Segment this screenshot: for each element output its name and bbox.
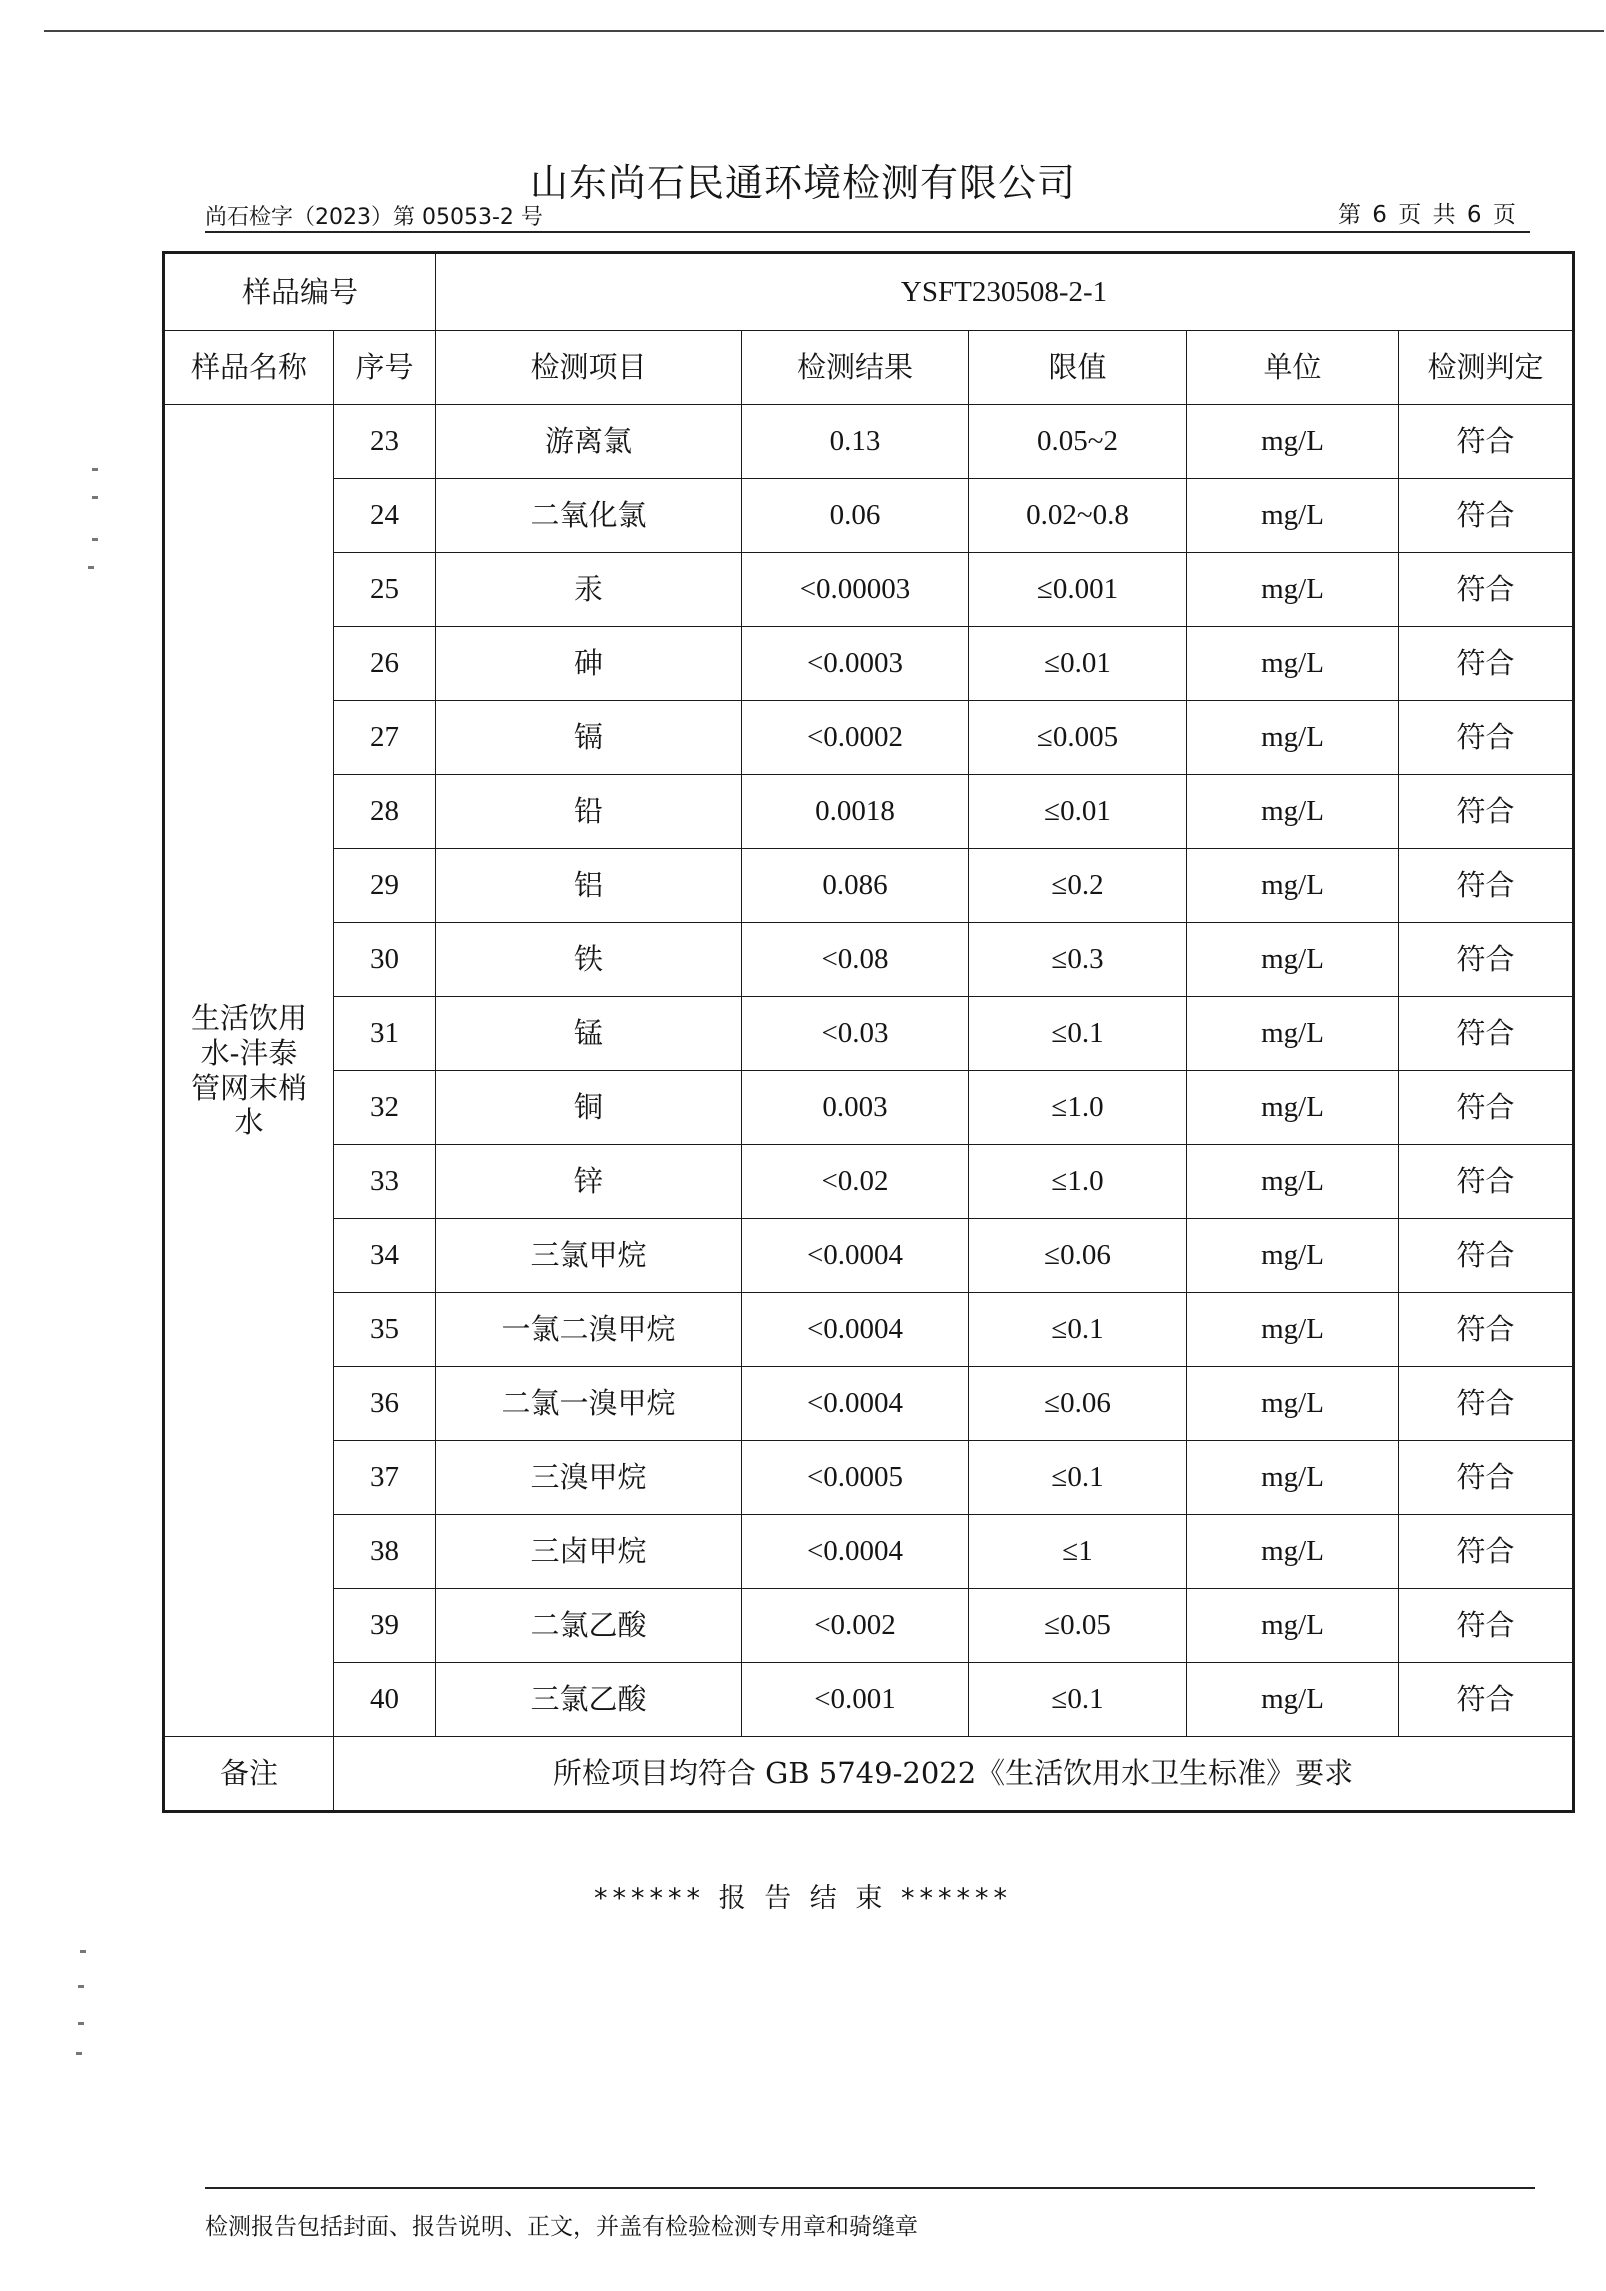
test-item: 锌 (436, 1145, 742, 1219)
results-table (162, 251, 1575, 1813)
verdict-cell: 符合 (1399, 1145, 1574, 1219)
unit-cell: mg/L (1187, 1663, 1399, 1737)
test-result: <0.03 (742, 997, 969, 1071)
row-number: 34 (334, 1219, 436, 1293)
remark-row (164, 1737, 1574, 1812)
footer-rule (205, 2187, 1535, 2189)
limit-value: ≤1.0 (969, 1071, 1187, 1145)
scan-speck (78, 2022, 84, 2025)
table-row (164, 997, 1574, 1071)
test-result: <0.002 (742, 1589, 969, 1663)
unit-cell: mg/L (1187, 1589, 1399, 1663)
test-item: 游离氯 (436, 405, 742, 479)
verdict-cell: 符合 (1399, 1589, 1574, 1663)
limit-value: ≤0.01 (969, 775, 1187, 849)
test-result: 0.13 (742, 405, 969, 479)
unit-cell: mg/L (1187, 775, 1399, 849)
limit-value: ≤0.1 (969, 1663, 1187, 1737)
sample-name-line: 水 (234, 1105, 264, 1140)
table-row (164, 1293, 1574, 1367)
table-row (164, 553, 1574, 627)
limit-value: 0.02~0.8 (969, 479, 1187, 553)
test-result: 0.06 (742, 479, 969, 553)
verdict-cell: 符合 (1399, 479, 1574, 553)
limit-value: ≤0.05 (969, 1589, 1187, 1663)
test-item: 锰 (436, 997, 742, 1071)
column-header: 序号 (334, 331, 436, 405)
test-item: 三溴甲烷 (436, 1441, 742, 1515)
table-row (164, 1145, 1574, 1219)
column-header-row (164, 331, 1574, 405)
verdict-cell: 符合 (1399, 1293, 1574, 1367)
remark-text: 所检项目均符合 GB 5749-2022《生活饮用水卫生标准》要求 (334, 1737, 1574, 1812)
verdict-cell: 符合 (1399, 997, 1574, 1071)
unit-cell: mg/L (1187, 923, 1399, 997)
test-item: 二氯一溴甲烷 (436, 1367, 742, 1441)
test-result: <0.00003 (742, 553, 969, 627)
test-result: 0.003 (742, 1071, 969, 1145)
column-header: 单位 (1187, 331, 1399, 405)
scan-speck (88, 566, 94, 569)
sample-id-row (164, 253, 1574, 331)
unit-cell: mg/L (1187, 1071, 1399, 1145)
test-item: 镉 (436, 701, 742, 775)
test-result: <0.0002 (742, 701, 969, 775)
test-result: <0.0004 (742, 1367, 969, 1441)
row-number: 27 (334, 701, 436, 775)
test-result: <0.0004 (742, 1219, 969, 1293)
table-row (164, 1663, 1574, 1737)
limit-value: ≤1.0 (969, 1145, 1187, 1219)
test-result: <0.08 (742, 923, 969, 997)
test-item: 三氯乙酸 (436, 1663, 742, 1737)
row-number: 36 (334, 1367, 436, 1441)
company-name: 山东尚石民通环境检测有限公司 (529, 161, 1076, 205)
table-row (164, 479, 1574, 553)
scan-speck (92, 496, 98, 499)
test-item: 砷 (436, 627, 742, 701)
verdict-cell: 符合 (1399, 1663, 1574, 1737)
unit-cell: mg/L (1187, 1293, 1399, 1367)
limit-value: ≤0.1 (969, 997, 1187, 1071)
row-number: 32 (334, 1071, 436, 1145)
test-item: 一氯二溴甲烷 (436, 1293, 742, 1367)
table-row (164, 775, 1574, 849)
unit-cell: mg/L (1187, 849, 1399, 923)
row-number: 35 (334, 1293, 436, 1367)
verdict-cell: 符合 (1399, 701, 1574, 775)
limit-value: ≤0.06 (969, 1219, 1187, 1293)
table-row (164, 627, 1574, 701)
row-number: 33 (334, 1145, 436, 1219)
test-result: <0.0004 (742, 1515, 969, 1589)
table-row (164, 849, 1574, 923)
test-item: 铝 (436, 849, 742, 923)
column-header: 限值 (969, 331, 1187, 405)
test-result: <0.001 (742, 1663, 969, 1737)
row-number: 23 (334, 405, 436, 479)
row-number: 30 (334, 923, 436, 997)
table-row (164, 1589, 1574, 1663)
limit-value: ≤0.3 (969, 923, 1187, 997)
table-row (164, 405, 1574, 479)
scan-speck (92, 538, 98, 541)
sample-name-line: 管网末梢 (190, 1070, 307, 1105)
column-header: 检测结果 (742, 331, 969, 405)
limit-value: ≤0.2 (969, 849, 1187, 923)
verdict-cell: 符合 (1399, 1219, 1574, 1293)
test-item: 三卤甲烷 (436, 1515, 742, 1589)
test-item: 二氯乙酸 (436, 1589, 742, 1663)
test-item: 三氯甲烷 (436, 1219, 742, 1293)
row-number: 38 (334, 1515, 436, 1589)
column-header: 检测判定 (1399, 331, 1574, 405)
header-rule (205, 231, 1530, 233)
row-number: 37 (334, 1441, 436, 1515)
sample-name-line: 水-沣泰 (200, 1035, 298, 1070)
row-number: 40 (334, 1663, 436, 1737)
limit-value: ≤0.001 (969, 553, 1187, 627)
table-row (164, 1515, 1574, 1589)
test-item: 汞 (436, 553, 742, 627)
test-item: 铅 (436, 775, 742, 849)
sample-name-line: 生活饮用 (190, 1000, 307, 1035)
test-item: 铁 (436, 923, 742, 997)
sample-name-cell (164, 405, 334, 1737)
limit-value: ≤0.005 (969, 701, 1187, 775)
row-number: 28 (334, 775, 436, 849)
unit-cell: mg/L (1187, 1219, 1399, 1293)
row-number: 29 (334, 849, 436, 923)
table-row (164, 1441, 1574, 1515)
verdict-cell: 符合 (1399, 775, 1574, 849)
limit-value: 0.05~2 (969, 405, 1187, 479)
table-row (164, 1367, 1574, 1441)
sample-id: YSFT230508-2-1 (436, 253, 1574, 331)
table-row (164, 923, 1574, 997)
column-header: 样品名称 (164, 331, 334, 405)
unit-cell: mg/L (1187, 997, 1399, 1071)
page-number: 第 6 页 共 6 页 (1338, 202, 1518, 228)
column-header: 检测项目 (436, 331, 742, 405)
table-row (164, 1219, 1574, 1293)
unit-cell: mg/L (1187, 479, 1399, 553)
test-item: 铜 (436, 1071, 742, 1145)
test-result: <0.0005 (742, 1441, 969, 1515)
verdict-cell: 符合 (1399, 627, 1574, 701)
unit-cell: mg/L (1187, 627, 1399, 701)
test-result: <0.02 (742, 1145, 969, 1219)
verdict-cell: 符合 (1399, 1367, 1574, 1441)
test-result: <0.0004 (742, 1293, 969, 1367)
test-result: <0.0003 (742, 627, 969, 701)
footer-note: 检测报告包括封面、报告说明、正文，并盖有检验检测专用章和骑缝章 (205, 2214, 918, 2240)
report-end-marker: ****** 报 告 结 束 ****** (594, 1883, 1012, 1914)
unit-cell: mg/L (1187, 1441, 1399, 1515)
test-result: 0.086 (742, 849, 969, 923)
verdict-cell: 符合 (1399, 553, 1574, 627)
row-number: 24 (334, 479, 436, 553)
verdict-cell: 符合 (1399, 923, 1574, 997)
scan-speck (80, 1950, 86, 1953)
unit-cell: mg/L (1187, 405, 1399, 479)
row-number: 25 (334, 553, 436, 627)
sample-id-label: 样品编号 (164, 253, 436, 331)
unit-cell: mg/L (1187, 1367, 1399, 1441)
verdict-cell: 符合 (1399, 1515, 1574, 1589)
table-row (164, 1071, 1574, 1145)
row-number: 31 (334, 997, 436, 1071)
limit-value: ≤0.1 (969, 1293, 1187, 1367)
remark-label: 备注 (164, 1737, 334, 1812)
unit-cell: mg/L (1187, 1515, 1399, 1589)
verdict-cell: 符合 (1399, 1071, 1574, 1145)
row-number: 26 (334, 627, 436, 701)
verdict-cell: 符合 (1399, 405, 1574, 479)
scan-speck (76, 2052, 82, 2055)
test-item: 二氧化氯 (436, 479, 742, 553)
report-number: 尚石检字（2023）第 05053-2 号 (205, 205, 543, 230)
verdict-cell: 符合 (1399, 849, 1574, 923)
top-scan-rule (44, 30, 1604, 32)
verdict-cell: 符合 (1399, 1441, 1574, 1515)
row-number: 39 (334, 1589, 436, 1663)
results-table-body (164, 253, 1574, 1812)
scan-speck (78, 1985, 84, 1988)
unit-cell: mg/L (1187, 701, 1399, 775)
table-row (164, 701, 1574, 775)
limit-value: ≤0.01 (969, 627, 1187, 701)
unit-cell: mg/L (1187, 553, 1399, 627)
limit-value: ≤0.06 (969, 1367, 1187, 1441)
limit-value: ≤0.1 (969, 1441, 1187, 1515)
limit-value: ≤1 (969, 1515, 1187, 1589)
scan-speck (92, 468, 98, 471)
unit-cell: mg/L (1187, 1145, 1399, 1219)
test-result: 0.0018 (742, 775, 969, 849)
